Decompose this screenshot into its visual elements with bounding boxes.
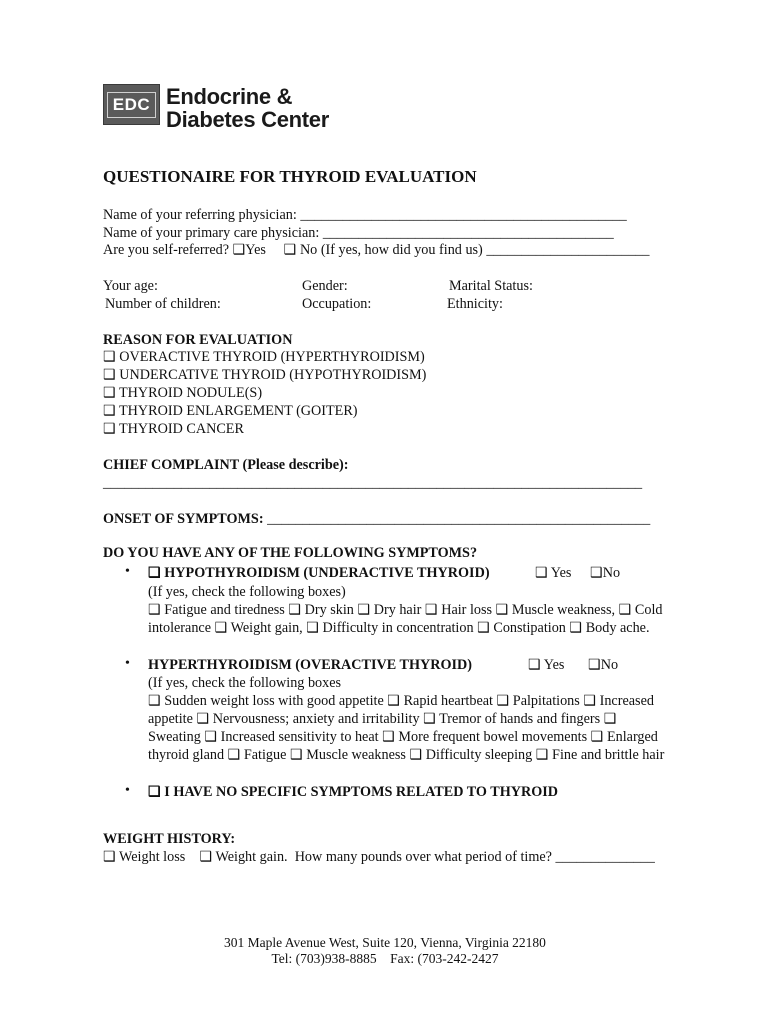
reason-option[interactable]: ❑ THYROID CANCER	[103, 421, 244, 437]
reason-heading: REASON FOR EVALUATION	[103, 332, 293, 348]
symptoms-heading: DO YOU HAVE ANY OF THE FOLLOWING SYMPTOMS?	[103, 545, 478, 561]
hyper-symptoms-line[interactable]: ❑ Sudden weight loss with good appetite ❑ Rapid heartbeat ❑ Palpitations ❑ Increased	[148, 693, 654, 709]
onset-line[interactable]: ______________________________________________________	[267, 511, 651, 527]
hyper-symptoms-line[interactable]: Sweating ❑ Increased sensitivity to heat ❑ More frequent bowel movements ❑ Enlarged	[148, 729, 658, 745]
hypo-symptoms-line[interactable]: intolerance ❑ Weight gain, ❑ Difficulty in concentration ❑ Constipation ❑ Body ache.	[148, 620, 650, 636]
weight-history-heading: WEIGHT HISTORY:	[103, 831, 236, 847]
bullet: •	[125, 564, 130, 579]
onset-field[interactable]	[103, 510, 650, 528]
chief-complaint-heading: CHIEF COMPLAINT (Please describe):	[103, 457, 349, 473]
weight-history-field[interactable]: ❑ Weight loss ❑ Weight gain. How many pounds over what period of time? ______________	[103, 849, 655, 865]
hypo-yes[interactable]: ❑ Yes	[535, 565, 572, 581]
gender-label: Gender:	[302, 278, 348, 294]
logo-name-line-2: Diabetes Center	[166, 107, 330, 132]
hyper-symptoms-line[interactable]: appetite ❑ Nervousness; anxiety and irritability ❑ Tremor of hands and fingers ❑	[148, 711, 617, 727]
hyper-symptoms-line[interactable]: thyroid gland ❑ Fatigue ❑ Muscle weakness ❑ Difficulty sleeping ❑ Fine and brittle hair	[148, 747, 665, 763]
ethnicity-label: Ethnicity:	[447, 296, 503, 312]
onset-label: ONSET OF SYMPTOMS:	[103, 511, 268, 527]
reason-option[interactable]: ❑ OVERACTIVE THYROID (HYPERTHYROIDISM)	[103, 349, 425, 365]
reason-option[interactable]: ❑ THYROID ENLARGEMENT (GOITER)	[103, 403, 358, 419]
hyper-no[interactable]: ❑No	[588, 657, 619, 673]
logo-name-line-1: Endocrine &	[166, 84, 293, 109]
hypo-note: (If yes, check the following boxes)	[148, 584, 346, 600]
occupation-label: Occupation:	[302, 296, 372, 312]
hyper-yes[interactable]: ❑ Yes	[528, 657, 565, 673]
bullet: •	[125, 656, 130, 671]
hyper-note: (If yes, check the following boxes	[148, 675, 342, 691]
referring-physician-field[interactable]: Name of your referring physician: ______________________________________________	[103, 207, 627, 223]
chief-complaint-line[interactable]: ____________________________________________________________________________	[103, 475, 643, 491]
hyper-title: HYPERTHYROIDISM (OVERACTIVE THYROID)	[148, 657, 473, 673]
hypo-no[interactable]: ❑No	[590, 565, 621, 581]
children-label: Number of children:	[105, 296, 221, 312]
self-referred-field[interactable]: Are you self-referred? ❑Yes ❑ No (If yes, how did you find us) _______________________	[103, 242, 650, 258]
primary-physician-field[interactable]: Name of your primary care physician: _________________________________________	[103, 225, 614, 241]
reason-option[interactable]: ❑ UNDERCATIVE THYROID (HYPOTHYROIDISM)	[103, 367, 427, 383]
page-title: QUESTIONAIRE FOR THYROID EVALUATION	[103, 167, 477, 186]
logo-mark-text: EDC	[107, 92, 156, 118]
hypo-symptoms-line[interactable]: ❑ Fatigue and tiredness ❑ Dry skin ❑ Dry hair ❑ Hair loss ❑ Muscle weakness, ❑ Cold	[148, 602, 663, 618]
age-label: Your age:	[103, 278, 158, 294]
hypo-title[interactable]: ❑ HYPOTHYROIDISM (UNDERACTIVE THYROID)	[148, 565, 490, 581]
reason-option[interactable]: ❑ THYROID NODULE(S)	[103, 385, 263, 401]
footer-address: 301 Maple Avenue West, Suite 120, Vienna, Virginia 22180	[224, 935, 546, 950]
footer-contact: Tel: (703)938-8885 Fax: (703-242-2427	[271, 951, 499, 966]
no-symptoms-option[interactable]: ❑ I HAVE NO SPECIFIC SYMPTOMS RELATED TO THYROID	[148, 784, 559, 800]
marital-status-label: Marital Status:	[449, 278, 533, 294]
edc-logo-mark	[103, 84, 160, 125]
bullet: •	[125, 783, 130, 798]
